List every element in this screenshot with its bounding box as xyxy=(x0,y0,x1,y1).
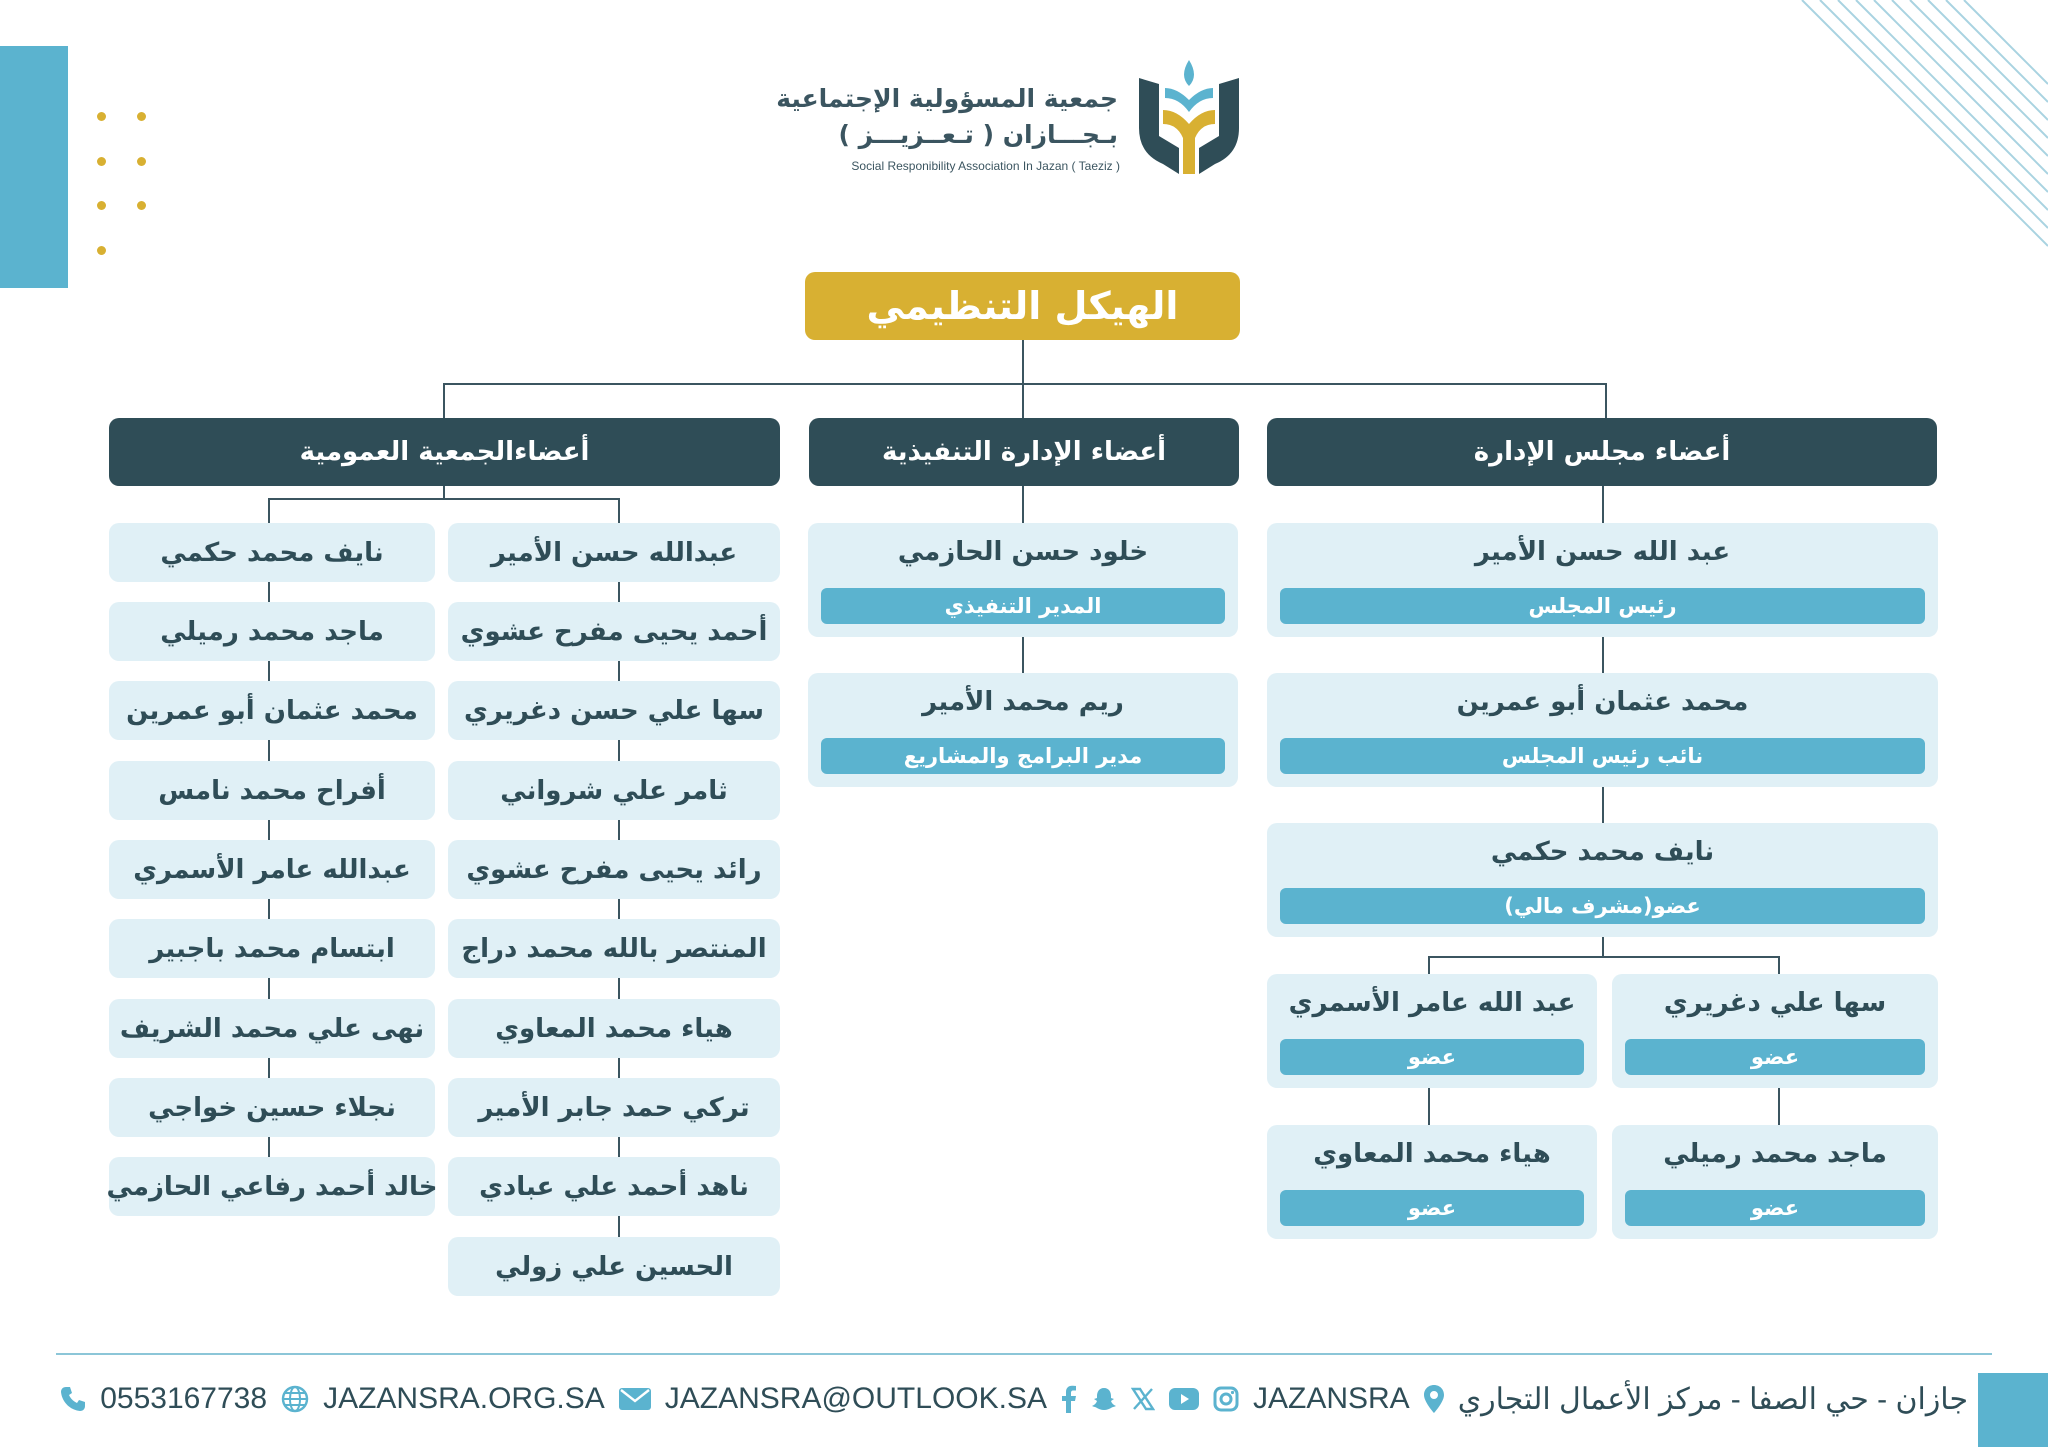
top-branch-line xyxy=(443,383,1607,385)
footer-social-handle[interactable]: JAZANSRA xyxy=(1252,1382,1410,1415)
member-name: ماجد محمد رميلي xyxy=(1663,1139,1887,1169)
board-connector xyxy=(1602,937,1604,957)
member-name: عبد الله حسن الأمير xyxy=(1474,537,1731,567)
member-name: خلود حسن الحازمي xyxy=(897,537,1149,567)
general-member-card: تركي حمد جابر الأمير xyxy=(448,1078,780,1137)
member-name: ريم محمد الأمير xyxy=(922,687,1124,717)
board-member-card xyxy=(1267,974,1597,1088)
general-right-spine xyxy=(618,560,620,1240)
member-role: عضو xyxy=(1625,1190,1925,1226)
footer-phone[interactable]: 0553167738 xyxy=(100,1382,268,1415)
general-member-card: عبدالله عامر الأسمري xyxy=(109,840,435,899)
logo-arabic-subtitle: بـجـــازان ( تـعــزيـــز ) xyxy=(838,120,1118,149)
general-member-card: ثامر علي شرواني xyxy=(448,761,780,820)
general-member-card: المنتصر بالله محمد دراج xyxy=(448,919,780,978)
general-member-card: خالد أحمد رفاعي الحازمي xyxy=(109,1157,435,1216)
board-member-card xyxy=(1612,1125,1938,1239)
board-connector xyxy=(1428,1088,1430,1126)
board-member-card xyxy=(1267,523,1938,637)
executive-connector xyxy=(1022,637,1024,674)
general-member-card: أحمد يحيى مفرح عشوي xyxy=(448,602,780,661)
general-assembly-header: أعضاءالجمعية العمومية xyxy=(109,418,780,486)
executive-member-card xyxy=(808,673,1238,787)
phone-icon xyxy=(60,1386,86,1412)
footer-email[interactable]: JAZANSRA@OUTLOOK.SA xyxy=(664,1382,1047,1415)
logo-icon xyxy=(1133,58,1245,178)
footer-divider xyxy=(56,1353,1992,1355)
general-member-card: نجلاء حسين خواجي xyxy=(109,1078,435,1137)
general-split-line xyxy=(268,498,620,500)
general-member-card: ابتسام محمد باجبير xyxy=(109,919,435,978)
snapchat-icon[interactable] xyxy=(1091,1386,1117,1412)
globe-icon xyxy=(281,1385,309,1413)
member-name: عبد الله عامر الأسمري xyxy=(1288,988,1576,1018)
general-member-card: هياء محمد المعاوي xyxy=(448,999,780,1058)
board-connector xyxy=(1428,956,1430,974)
board-connector xyxy=(1778,956,1780,974)
board-connector xyxy=(1602,637,1604,674)
member-role: المدير التنفيذي xyxy=(821,588,1225,624)
member-name: هياء محمد المعاوي xyxy=(1313,1139,1551,1169)
instagram-icon[interactable] xyxy=(1213,1386,1239,1412)
general-member-card: ماجد محمد رميلي xyxy=(109,602,435,661)
decorative-stripes xyxy=(1748,0,2048,280)
title-connector xyxy=(1022,340,1024,384)
general-member-card: ناهد أحمد علي عبادي xyxy=(448,1157,780,1216)
board-header: أعضاء مجلس الإدارة xyxy=(1267,418,1937,486)
member-name: سها علي دغريري xyxy=(1663,988,1887,1018)
logo-english-name: Social Responibility Association In Jazan ( Taeziz ) xyxy=(851,159,1120,173)
member-role: نائب رئيس المجلس xyxy=(1280,738,1925,774)
board-connector xyxy=(1602,486,1604,524)
member-name: نايف محمد حكمي xyxy=(1490,837,1715,867)
footer-address: جازان - حي الصفا - مركز الأعمال التجاري xyxy=(1457,1382,1968,1416)
branch-general xyxy=(443,383,445,419)
youtube-icon[interactable] xyxy=(1169,1388,1199,1410)
general-member-card: الحسين علي زولي xyxy=(448,1237,780,1296)
footer-website[interactable]: JAZANSRA.ORG.SA xyxy=(323,1382,605,1415)
member-role: عضو xyxy=(1280,1190,1584,1226)
branch-board xyxy=(1605,383,1607,419)
location-pin-icon xyxy=(1424,1385,1444,1413)
member-role: عضو(مشرف مالي) xyxy=(1280,888,1925,924)
footer-contact-bar xyxy=(78,1374,1968,1424)
board-split-line xyxy=(1428,956,1780,958)
general-member-card: نايف محمد حكمي xyxy=(109,523,435,582)
executive-header: أعضاء الإدارة التنفيذية xyxy=(809,418,1239,486)
page-title: الهيكل التنظيمي xyxy=(805,272,1240,340)
facebook-icon[interactable] xyxy=(1061,1385,1077,1413)
board-connector xyxy=(1778,1088,1780,1126)
general-member-card: عبدالله حسن الأمير xyxy=(448,523,780,582)
member-name: محمد عثمان أبو عمرين xyxy=(1456,687,1749,717)
board-member-card xyxy=(1267,1125,1597,1239)
board-connector xyxy=(1602,787,1604,824)
board-member-card xyxy=(1612,974,1938,1088)
general-connector xyxy=(618,498,620,524)
general-member-card: محمد عثمان أبو عمرين xyxy=(109,681,435,740)
general-member-card: رائد يحيى مفرح عشوي xyxy=(448,840,780,899)
x-twitter-icon[interactable] xyxy=(1131,1387,1155,1411)
board-member-card xyxy=(1267,823,1938,937)
logo-arabic-name: جمعية المسؤولية الإجتماعية xyxy=(776,84,1118,113)
executive-connector xyxy=(1022,486,1024,524)
member-role: رئيس المجلس xyxy=(1280,588,1925,624)
board-member-card xyxy=(1267,673,1938,787)
general-connector xyxy=(268,498,270,524)
member-role: عضو xyxy=(1280,1039,1584,1075)
member-role: مدير البرامج والمشاريع xyxy=(821,738,1225,774)
general-member-card: سها علي حسن دغريري xyxy=(448,681,780,740)
decorative-corner-bar xyxy=(1978,1373,2048,1447)
branch-executive xyxy=(1022,383,1024,419)
email-icon xyxy=(619,1388,651,1410)
decorative-side-bar xyxy=(0,46,68,288)
member-role: عضو xyxy=(1625,1039,1925,1075)
general-member-card: نهى علي محمد الشريف xyxy=(109,999,435,1058)
executive-member-card xyxy=(808,523,1238,637)
general-member-card: أفراح محمد نامس xyxy=(109,761,435,820)
